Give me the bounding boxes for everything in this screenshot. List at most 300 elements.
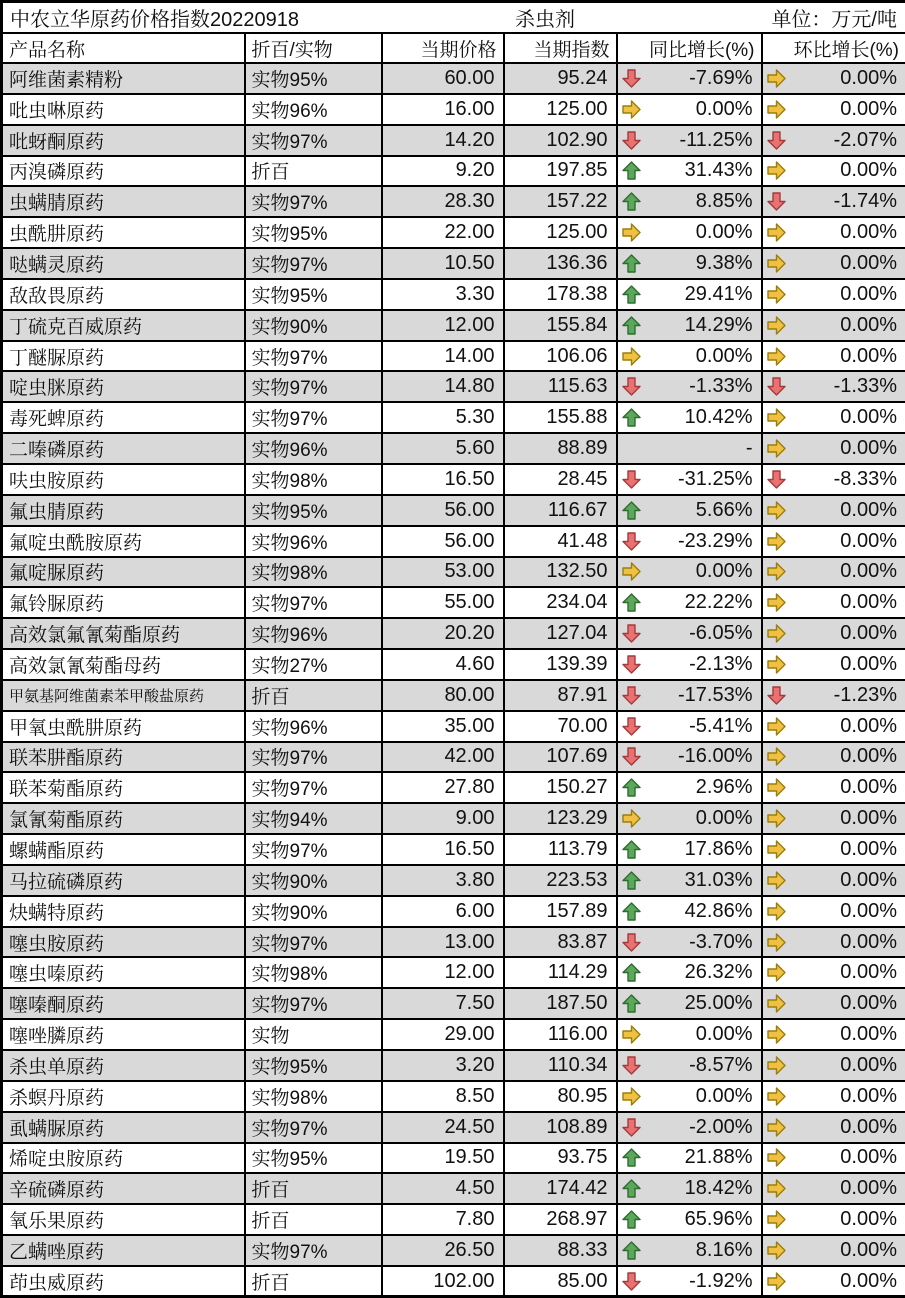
yoy-value: 0.00%	[696, 807, 753, 830]
mom-cell	[762, 618, 905, 649]
mom-cell	[762, 557, 905, 588]
yoy-cell	[617, 988, 762, 1019]
product-name-cell: 杀螟丹原药	[2, 1081, 245, 1112]
mom-cell	[762, 156, 905, 187]
table-row	[2, 371, 905, 402]
page-title: 中农立华原药价格指数20220918	[3, 3, 390, 32]
up-arrow-icon	[621, 407, 642, 428]
purity-cell: 实物90%	[245, 310, 382, 341]
index-cell: 88.33	[504, 1235, 617, 1266]
mom-value: 0.00%	[840, 437, 897, 460]
mom-cell	[762, 279, 905, 310]
index-cell: 106.06	[504, 341, 617, 372]
index-cell: 116.00	[504, 1019, 617, 1050]
product-name-cell: 氟啶虫酰胺原药	[2, 526, 245, 557]
price-cell: 4.60	[382, 649, 504, 680]
table-row	[2, 988, 905, 1019]
purity-cell: 实物97%	[245, 186, 382, 217]
index-cell: 85.00	[504, 1266, 617, 1297]
mom-value: 0.00%	[840, 838, 897, 861]
price-cell: 20.20	[382, 618, 504, 649]
yoy-value: 31.43%	[685, 159, 753, 182]
product-name-cell: 毒死蜱原药	[2, 402, 245, 433]
table-row	[2, 927, 905, 958]
index-cell: 178.38	[504, 279, 617, 310]
product-name-cell: 氯氰菊酯原药	[2, 803, 245, 834]
table-row	[2, 711, 905, 742]
index-cell: 127.04	[504, 618, 617, 649]
down-arrow-icon	[621, 1055, 642, 1076]
right-arrow-icon	[766, 932, 787, 953]
index-cell: 139.39	[504, 649, 617, 680]
product-name-cell: 丙溴磷原药	[2, 156, 245, 187]
mom-value: 0.00%	[840, 499, 897, 522]
yoy-cell	[617, 279, 762, 310]
product-name-cell: 联苯菊酯原药	[2, 772, 245, 803]
right-arrow-icon	[766, 746, 787, 767]
product-name-cell: 噻嗪酮原药	[2, 988, 245, 1019]
purity-cell: 实物97%	[245, 371, 382, 402]
price-cell: 10.50	[382, 248, 504, 279]
price-cell: 35.00	[382, 711, 504, 742]
index-cell: 125.00	[504, 217, 617, 248]
purity-cell: 实物90%	[245, 865, 382, 896]
right-arrow-icon	[621, 561, 642, 582]
product-name-cell: 呋虫胺原药	[2, 464, 245, 495]
price-cell: 16.50	[382, 464, 504, 495]
index-cell: 28.45	[504, 464, 617, 495]
mom-value: 0.00%	[840, 745, 897, 768]
table-row	[2, 63, 905, 94]
purity-cell: 折百	[245, 156, 382, 187]
unit-label: 单位：万元/吨	[771, 3, 905, 32]
yoy-value: 31.03%	[685, 869, 753, 892]
down-arrow-icon	[766, 130, 787, 151]
mom-value: 0.00%	[840, 1023, 897, 1046]
product-name-cell: 哒螨灵原药	[2, 248, 245, 279]
mom-value: -2.07%	[834, 129, 897, 152]
product-name-cell: 乙螨唑原药	[2, 1235, 245, 1266]
right-arrow-icon	[621, 222, 642, 243]
table-row	[2, 1112, 905, 1143]
price-cell: 80.00	[382, 680, 504, 711]
price-cell: 4.50	[382, 1173, 504, 1204]
table-row	[2, 156, 905, 187]
mom-value: 0.00%	[840, 530, 897, 553]
product-name-cell: 二嗪磷原药	[2, 433, 245, 464]
purity-cell: 实物96%	[245, 526, 382, 557]
yoy-value: 25.00%	[685, 992, 753, 1015]
price-cell: 12.00	[382, 310, 504, 341]
right-arrow-icon	[766, 654, 787, 675]
right-arrow-icon	[766, 407, 787, 428]
down-arrow-icon	[621, 469, 642, 490]
down-arrow-icon	[621, 1117, 642, 1138]
purity-cell: 实物96%	[245, 711, 382, 742]
mom-value: 0.00%	[840, 869, 897, 892]
yoy-value: 5.66%	[696, 499, 753, 522]
yoy-value: 8.16%	[696, 1239, 753, 1262]
table-row	[2, 742, 905, 773]
table-row	[2, 772, 905, 803]
purity-cell: 实物95%	[245, 495, 382, 526]
index-cell: 223.53	[504, 865, 617, 896]
mom-value: -8.33%	[834, 468, 897, 491]
down-arrow-icon	[621, 685, 642, 706]
up-arrow-icon	[621, 1178, 642, 1199]
purity-cell: 实物98%	[245, 464, 382, 495]
mom-cell	[762, 1266, 905, 1297]
down-arrow-icon	[621, 716, 642, 737]
purity-cell: 实物	[245, 1019, 382, 1050]
right-arrow-icon	[766, 962, 787, 983]
price-cell: 3.20	[382, 1050, 504, 1081]
mom-cell	[762, 63, 905, 94]
yoy-value: -2.00%	[689, 1116, 752, 1139]
yoy-value: -5.41%	[689, 715, 752, 738]
yoy-cell	[617, 217, 762, 248]
index-cell: 93.75	[504, 1143, 617, 1174]
product-name-cell: 茚虫威原药	[2, 1266, 245, 1297]
index-cell: 187.50	[504, 988, 617, 1019]
mom-cell	[762, 125, 905, 156]
mom-cell	[762, 957, 905, 988]
purity-cell: 实物96%	[245, 94, 382, 125]
down-arrow-icon	[621, 623, 642, 644]
up-arrow-icon	[621, 839, 642, 860]
right-arrow-icon	[766, 1178, 787, 1199]
right-arrow-icon	[766, 1024, 787, 1045]
up-arrow-icon	[621, 315, 642, 336]
yoy-value: 17.86%	[685, 838, 753, 861]
index-cell: 115.63	[504, 371, 617, 402]
right-arrow-icon	[766, 99, 787, 120]
col-header-product-name: 产品名称	[2, 33, 245, 63]
index-cell: 114.29	[504, 957, 617, 988]
purity-cell: 实物97%	[245, 988, 382, 1019]
purity-cell: 实物97%	[245, 1112, 382, 1143]
product-name-cell: 虱螨脲原药	[2, 1112, 245, 1143]
product-name-cell: 阿维菌素精粉	[2, 63, 245, 94]
purity-cell: 实物97%	[245, 248, 382, 279]
index-cell: 102.90	[504, 125, 617, 156]
purity-cell: 实物96%	[245, 618, 382, 649]
up-arrow-icon	[621, 962, 642, 983]
mom-value: 0.00%	[840, 560, 897, 583]
price-cell: 19.50	[382, 1143, 504, 1174]
table-row	[2, 1204, 905, 1235]
yoy-cell	[617, 865, 762, 896]
mom-cell	[762, 680, 905, 711]
right-arrow-icon	[766, 870, 787, 891]
up-arrow-icon	[621, 160, 642, 181]
mom-cell	[762, 495, 905, 526]
yoy-value: 0.00%	[696, 1023, 753, 1046]
right-arrow-icon	[766, 1147, 787, 1168]
table-row	[2, 834, 905, 865]
right-arrow-icon	[766, 901, 787, 922]
product-name-cell: 丁硫克百威原药	[2, 310, 245, 341]
table-row	[2, 433, 905, 464]
mom-cell	[762, 649, 905, 680]
table-row	[2, 1019, 905, 1050]
product-name-cell: 噻唑膦原药	[2, 1019, 245, 1050]
mom-value: 0.00%	[840, 1177, 897, 1200]
product-name-cell: 烯啶虫胺原药	[2, 1143, 245, 1174]
purity-cell: 实物95%	[245, 217, 382, 248]
price-cell: 7.80	[382, 1204, 504, 1235]
yoy-value: -17.53%	[678, 684, 753, 707]
table-row	[2, 1235, 905, 1266]
mom-cell	[762, 1081, 905, 1112]
purity-cell: 实物27%	[245, 649, 382, 680]
mom-cell	[762, 94, 905, 125]
table-row	[2, 1081, 905, 1112]
index-cell: 234.04	[504, 587, 617, 618]
mom-value: 0.00%	[840, 1085, 897, 1108]
down-arrow-icon	[766, 376, 787, 397]
col-header-mom: 环比增长(%)	[762, 33, 905, 63]
yoy-cell	[617, 1204, 762, 1235]
index-cell: 157.22	[504, 186, 617, 217]
price-cell: 5.30	[382, 402, 504, 433]
mom-cell	[762, 248, 905, 279]
right-arrow-icon	[766, 1117, 787, 1138]
price-cell: 27.80	[382, 772, 504, 803]
yoy-cell	[617, 587, 762, 618]
up-arrow-icon	[621, 777, 642, 798]
yoy-cell	[617, 1019, 762, 1050]
table-row	[2, 618, 905, 649]
right-arrow-icon	[766, 438, 787, 459]
mom-value: 0.00%	[840, 992, 897, 1015]
table-row	[2, 1143, 905, 1174]
down-arrow-icon	[766, 469, 787, 490]
purity-cell: 实物97%	[245, 1235, 382, 1266]
table-row	[2, 680, 905, 711]
right-arrow-icon	[766, 839, 787, 860]
yoy-cell	[617, 742, 762, 773]
down-arrow-icon	[621, 746, 642, 767]
yoy-value: -1.92%	[689, 1270, 752, 1293]
yoy-cell	[617, 341, 762, 372]
up-arrow-icon	[621, 284, 642, 305]
mom-cell	[762, 896, 905, 927]
purity-cell: 实物98%	[245, 1081, 382, 1112]
price-cell: 29.00	[382, 1019, 504, 1050]
yoy-value: 21.88%	[685, 1146, 753, 1169]
price-cell: 26.50	[382, 1235, 504, 1266]
mom-cell	[762, 834, 905, 865]
right-arrow-icon	[766, 777, 787, 798]
category-label: 杀虫剂	[390, 3, 771, 32]
price-cell: 53.00	[382, 557, 504, 588]
yoy-cell	[617, 711, 762, 742]
down-arrow-icon	[766, 685, 787, 706]
index-cell: 83.87	[504, 927, 617, 958]
yoy-value: 65.96%	[685, 1208, 753, 1231]
right-arrow-icon	[766, 561, 787, 582]
mom-cell	[762, 711, 905, 742]
mom-value: 0.00%	[840, 406, 897, 429]
price-cell: 16.50	[382, 834, 504, 865]
price-cell: 3.80	[382, 865, 504, 896]
right-arrow-icon	[621, 1086, 642, 1107]
price-cell: 6.00	[382, 896, 504, 927]
mom-value: 0.00%	[840, 1239, 897, 1262]
down-arrow-icon	[621, 376, 642, 397]
mom-cell	[762, 186, 905, 217]
price-cell: 9.00	[382, 803, 504, 834]
purity-cell: 实物97%	[245, 125, 382, 156]
product-name-cell: 氧乐果原药	[2, 1204, 245, 1235]
right-arrow-icon	[766, 1055, 787, 1076]
yoy-value: 0.00%	[696, 560, 753, 583]
product-name-cell: 甲氨基阿维菌素苯甲酸盐原药	[2, 680, 245, 711]
purity-cell: 实物97%	[245, 742, 382, 773]
mom-value: 0.00%	[840, 67, 897, 90]
purity-cell: 折百	[245, 1204, 382, 1235]
yoy-cell	[617, 834, 762, 865]
product-name-cell: 吡虫啉原药	[2, 94, 245, 125]
yoy-value: 26.32%	[685, 961, 753, 984]
column-header-row	[2, 33, 905, 63]
mom-cell	[762, 742, 905, 773]
yoy-value: 22.22%	[685, 591, 753, 614]
price-cell: 14.20	[382, 125, 504, 156]
yoy-cell	[617, 1143, 762, 1174]
right-arrow-icon	[766, 1240, 787, 1261]
product-name-cell: 吡蚜酮原药	[2, 125, 245, 156]
mom-cell	[762, 988, 905, 1019]
price-cell: 7.50	[382, 988, 504, 1019]
table-row	[2, 125, 905, 156]
purity-cell: 实物96%	[245, 433, 382, 464]
mom-value: 0.00%	[840, 1116, 897, 1139]
price-cell: 22.00	[382, 217, 504, 248]
product-name-cell: 敌敌畏原药	[2, 279, 245, 310]
index-cell: 70.00	[504, 711, 617, 742]
table-row	[2, 587, 905, 618]
table-row	[2, 957, 905, 988]
yoy-value: 18.42%	[685, 1177, 753, 1200]
yoy-cell	[617, 371, 762, 402]
index-cell: 197.85	[504, 156, 617, 187]
yoy-cell	[617, 402, 762, 433]
mom-cell	[762, 371, 905, 402]
index-cell: 113.79	[504, 834, 617, 865]
table-row	[2, 557, 905, 588]
yoy-cell	[617, 649, 762, 680]
mom-value: 0.00%	[840, 283, 897, 306]
purity-cell: 实物98%	[245, 957, 382, 988]
index-cell: 123.29	[504, 803, 617, 834]
right-arrow-icon	[766, 253, 787, 274]
purity-cell: 实物97%	[245, 834, 382, 865]
mom-value: -1.23%	[834, 684, 897, 707]
table-row	[2, 217, 905, 248]
mom-cell	[762, 1204, 905, 1235]
col-header-price: 当期价格	[382, 33, 504, 63]
price-cell: 42.00	[382, 742, 504, 773]
yoy-value: -	[746, 437, 753, 460]
table-row	[2, 186, 905, 217]
table-row	[2, 248, 905, 279]
mom-cell	[762, 1173, 905, 1204]
right-arrow-icon	[766, 1209, 787, 1230]
purity-cell: 实物97%	[245, 772, 382, 803]
yoy-cell	[617, 618, 762, 649]
right-arrow-icon	[621, 808, 642, 829]
index-cell: 125.00	[504, 94, 617, 125]
table-row	[2, 865, 905, 896]
index-cell: 41.48	[504, 526, 617, 557]
purity-cell: 实物97%	[245, 587, 382, 618]
yoy-value: 10.42%	[685, 406, 753, 429]
index-cell: 174.42	[504, 1173, 617, 1204]
up-arrow-icon	[621, 1147, 642, 1168]
yoy-value: -16.00%	[678, 745, 753, 768]
yoy-value: -7.69%	[689, 67, 752, 90]
mom-cell	[762, 1050, 905, 1081]
down-arrow-icon	[621, 1271, 642, 1292]
purity-cell: 实物90%	[245, 896, 382, 927]
table-row	[2, 803, 905, 834]
mom-value: -1.33%	[834, 375, 897, 398]
product-name-cell: 氟啶脲原药	[2, 557, 245, 588]
right-arrow-icon	[766, 993, 787, 1014]
price-cell: 9.20	[382, 156, 504, 187]
mom-value: 0.00%	[840, 653, 897, 676]
mom-cell	[762, 402, 905, 433]
product-name-cell: 噻虫嗪原药	[2, 957, 245, 988]
mom-value: 0.00%	[840, 931, 897, 954]
yoy-cell	[617, 1235, 762, 1266]
yoy-value: 42.86%	[685, 900, 753, 923]
product-name-cell: 杀虫单原药	[2, 1050, 245, 1081]
index-cell: 150.27	[504, 772, 617, 803]
mom-value: 0.00%	[840, 622, 897, 645]
mom-value: 0.00%	[840, 345, 897, 368]
yoy-cell	[617, 248, 762, 279]
yoy-value: -1.33%	[689, 375, 752, 398]
purity-cell: 实物94%	[245, 803, 382, 834]
table-row	[2, 649, 905, 680]
table-row	[2, 896, 905, 927]
yoy-cell	[617, 1112, 762, 1143]
up-arrow-icon	[621, 1240, 642, 1261]
index-cell: 157.89	[504, 896, 617, 927]
price-cell: 3.30	[382, 279, 504, 310]
yoy-cell	[617, 433, 762, 464]
index-cell: 155.84	[504, 310, 617, 341]
table-row	[2, 310, 905, 341]
mom-cell	[762, 217, 905, 248]
yoy-value: -31.25%	[678, 468, 753, 491]
price-cell: 60.00	[382, 63, 504, 94]
mom-cell	[762, 772, 905, 803]
price-cell: 5.60	[382, 433, 504, 464]
col-header-index: 当期指数	[504, 33, 617, 63]
index-cell: 116.67	[504, 495, 617, 526]
yoy-cell	[617, 156, 762, 187]
right-arrow-icon	[766, 808, 787, 829]
right-arrow-icon	[766, 592, 787, 613]
purity-cell: 实物95%	[245, 63, 382, 94]
right-arrow-icon	[766, 222, 787, 243]
up-arrow-icon	[621, 191, 642, 212]
mom-cell	[762, 1235, 905, 1266]
